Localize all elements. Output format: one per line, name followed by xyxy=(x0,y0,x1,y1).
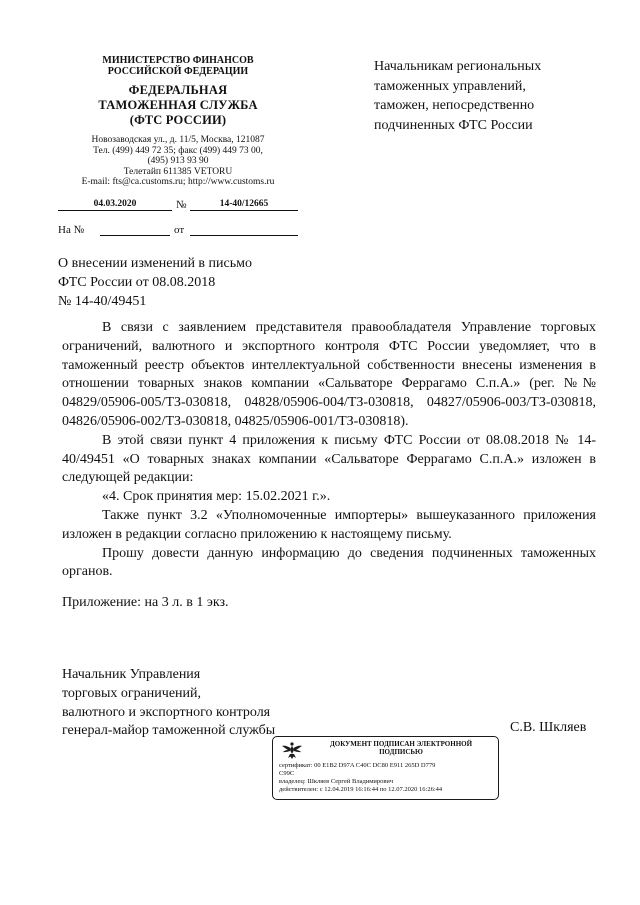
reference-prefix: На № xyxy=(58,224,85,236)
body-paragraph-1: В связи с заявлением представителя правообладателя Управление торговых ограничений, валютного и экспортного контроля ФТС России уведомляет, что в таможенный реестр объектов интеллектуальной собственности внесены изменения в отношении товарных знаков компании «Сальваторе Феррагамо С.п.А.» (рег. №№ 04829/05906-005/ТЗ-030818, 04828/05906-004/ТЗ-030818, 04827/05906-003/ТЗ-030818, 04826/05906-002/ТЗ-030818, 04825/05906-001/ТЗ-030818). xyxy=(62,320,596,429)
stamp-title-line-1: ДОКУМЕНТ ПОДПИСАН ЭЛЕКТРОННОЙ xyxy=(329,740,473,748)
recipient-block xyxy=(374,57,604,135)
reference-date-line xyxy=(190,235,298,236)
registration-date: 04.03.2020 xyxy=(58,198,172,211)
subject-line-1: О внесении изменений в письмо xyxy=(58,256,252,271)
stamp-title-line-2: ПОДПИСЬЮ xyxy=(379,748,423,756)
body-paragraph-4: Также пункт 3.2 «Уполномоченные импортеры» вышеуказанного приложения изложен в редакции согласно приложению к настоящему письму. xyxy=(62,507,596,542)
email-line: E-mail: fts@ca.customs.ru; http://www.customs.ru xyxy=(81,177,275,187)
ministry-line-2: РОССИЙСКОЙ ФЕДЕРАЦИИ xyxy=(107,66,249,77)
signer-line-4: генерал-майор таможенной службы xyxy=(62,723,276,739)
recipient-line-2: таможенных управлений, xyxy=(374,78,526,94)
address-block xyxy=(58,135,298,177)
stamp-owner: владелец: Шкляев Сергей Владимирович xyxy=(279,778,394,786)
signer-name: С.В. Шкляев xyxy=(510,720,587,735)
signer-line-2: торговых ограничений, xyxy=(62,685,202,701)
eagle-emblem-icon xyxy=(281,740,303,760)
registration-number: 14-40/12665 xyxy=(190,198,298,211)
reference-number-line xyxy=(100,235,170,236)
subject-line-2: ФТС России от 08.08.2018 xyxy=(58,275,216,290)
signer-line-3: валютного и экспортного контроля xyxy=(62,704,271,720)
signer-line-1: Начальник Управления xyxy=(62,667,201,682)
stamp-details xyxy=(279,762,494,794)
registration-row xyxy=(58,197,298,211)
teletype: Телетайп 611385 VETORU xyxy=(123,166,233,177)
service-line-1: ФЕДЕРАЛЬНАЯ xyxy=(128,83,228,97)
service-name xyxy=(58,83,298,128)
ministry-name xyxy=(58,55,298,77)
subject-block xyxy=(58,254,318,311)
reference-row xyxy=(58,222,298,236)
address-line-1: Новозаводская ул., д. 11/5, Москва, 121087 xyxy=(91,135,265,145)
address-line-2: Тел. (499) 449 72 35; факс (499) 449 73 00, xyxy=(93,145,263,156)
recipient-line-1: Начальникам региональных xyxy=(374,59,542,74)
service-line-2: ТАМОЖЕННАЯ СЛУЖБА xyxy=(98,98,258,112)
body-paragraph-3: «4. Срок принятия мер: 15.02.2021 г.». xyxy=(102,489,331,505)
stamp-validity: действителен: с 12.04.2019 16:16:44 по 12.07.2020 16:26:44 xyxy=(279,786,443,794)
body-paragraph-2: В этой связи пункт 4 приложения к письму ФТС России от 08.08.2018 № 14-40/49451 «О товарных знаках компании «Сальваторе Феррагамо С.п.А.» изложен в следующей редакции: xyxy=(62,432,596,486)
recipient-line-3: таможен, непосредственно xyxy=(374,98,535,113)
body-paragraph-5: Прошу довести данную информацию до сведения подчиненных таможенных органов. xyxy=(62,545,596,580)
recipient-line-4: подчиненных ФТС России xyxy=(374,117,533,133)
letter-body xyxy=(62,319,596,582)
stamp-title xyxy=(309,740,493,756)
e-signature-stamp xyxy=(272,736,499,800)
service-line-3: (ФТС РОССИИ) xyxy=(129,113,227,127)
address-line-3: (495) 913 93 90 xyxy=(147,156,209,166)
reference-from-label: от xyxy=(174,224,185,236)
attachment-note: Приложение: на 3 л. в 1 экз. xyxy=(62,595,229,610)
subject-line-3: № 14-40/49451 xyxy=(58,294,147,309)
letterhead xyxy=(58,55,298,188)
stamp-certificate-cont: C99C xyxy=(279,770,295,778)
signer-title xyxy=(62,666,362,741)
stamp-certificate: сертификат: 00 E1B2 D97A C40C DC80 E911 265D D779 xyxy=(279,762,436,769)
ministry-line-1: МИНИСТЕРСТВО ФИНАНСОВ xyxy=(102,55,254,66)
number-sign: № xyxy=(176,199,187,211)
